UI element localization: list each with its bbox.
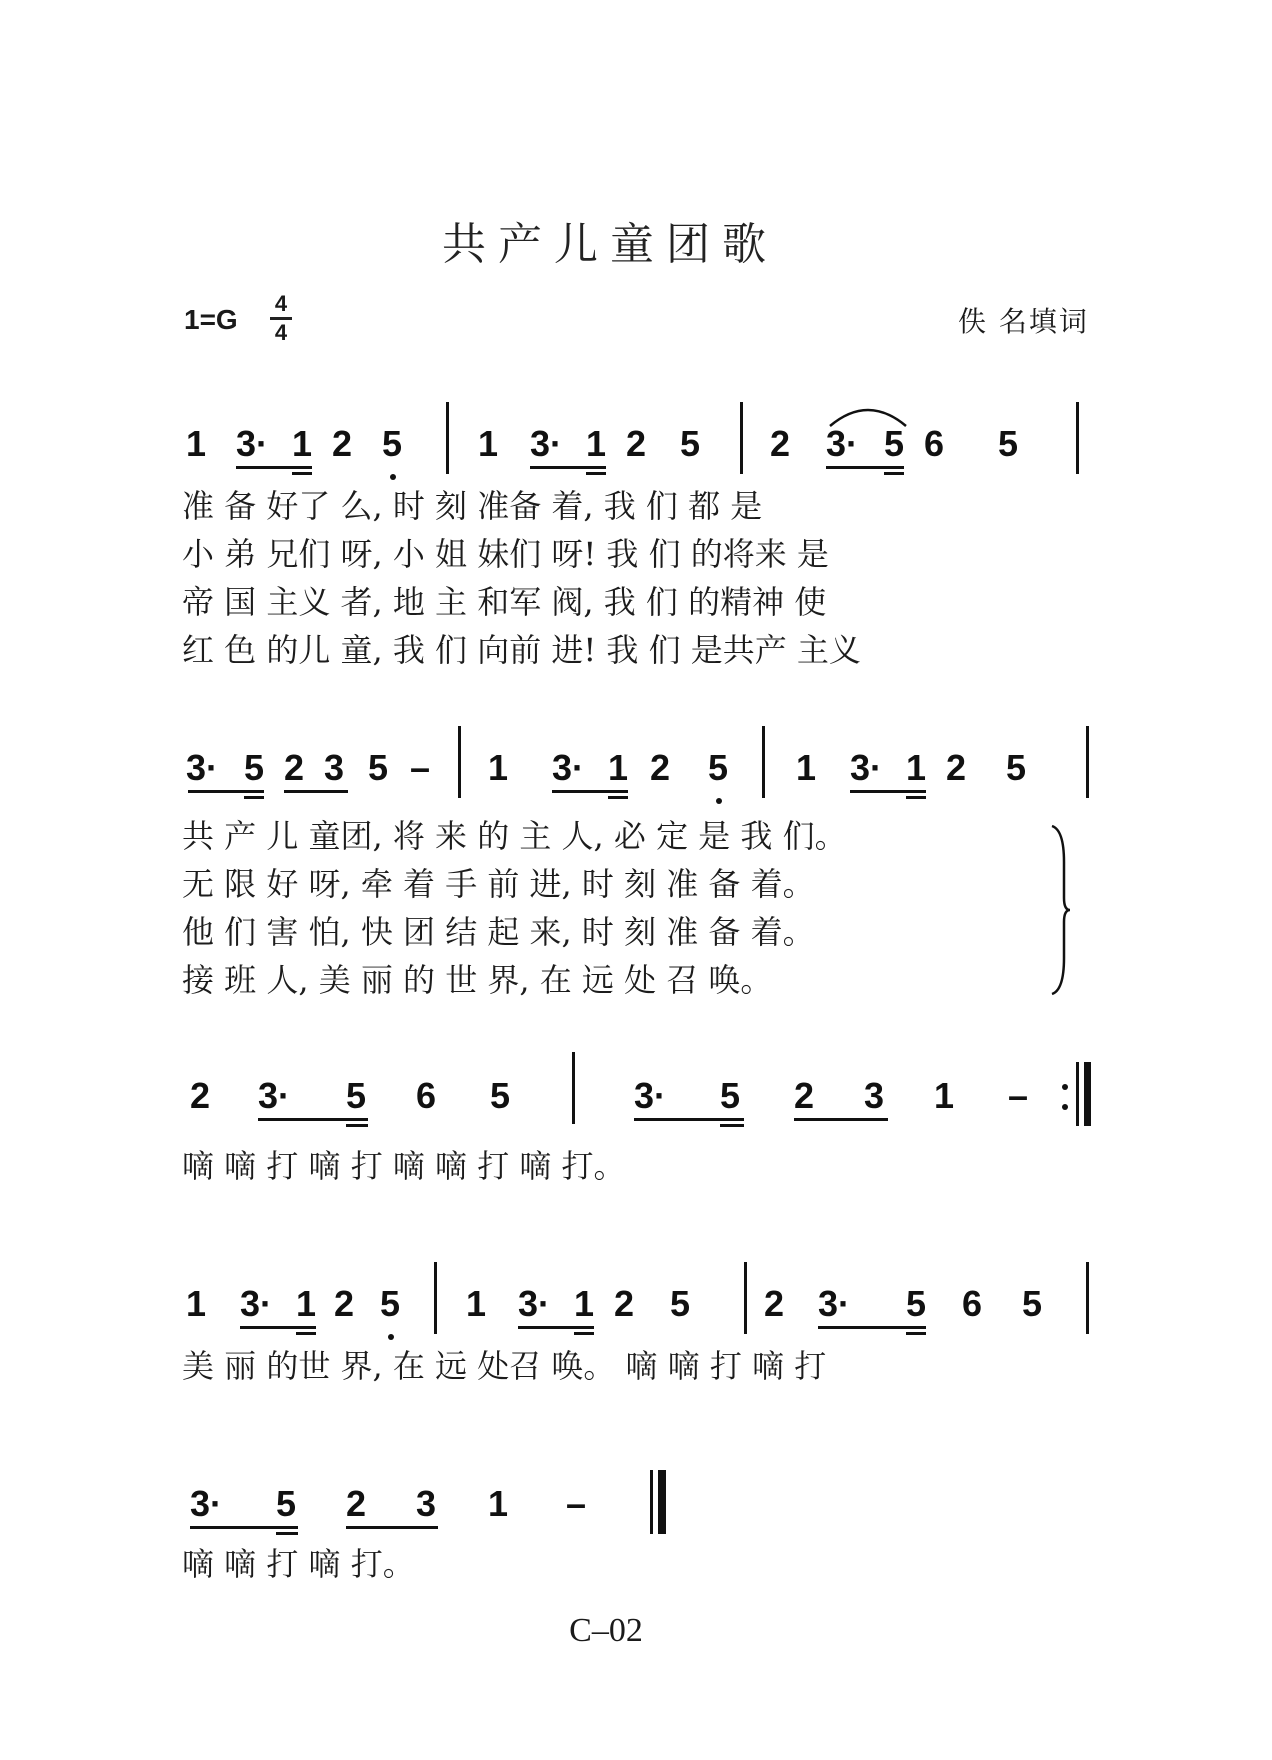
- note: 6: [416, 1075, 437, 1116]
- underline: [518, 1326, 594, 1329]
- final-barline-thin: [650, 1470, 653, 1534]
- barline: [1076, 402, 1079, 474]
- note: 1: [186, 1283, 207, 1324]
- key-signature: 1=G: [184, 304, 238, 335]
- note: 3·: [818, 1283, 851, 1324]
- final-barline-thick: [658, 1470, 666, 1534]
- note: 3: [416, 1483, 437, 1524]
- barline: [572, 1052, 575, 1124]
- note: 1: [478, 423, 499, 464]
- note: 1: [586, 423, 607, 464]
- underline: [240, 1326, 316, 1329]
- underline: [720, 1124, 744, 1127]
- note: 3·: [258, 1075, 291, 1116]
- barline: [762, 726, 765, 798]
- underline: [276, 1532, 298, 1535]
- lyric-line: 帝 国 主义 者, 地 主 和军 阀, 我 们 的精神 使: [182, 583, 827, 621]
- underline: [188, 790, 264, 793]
- lyric-line: 无 限 好 呀, 牵 着 手 前 进, 时 刻 准 备 着。: [182, 865, 815, 903]
- dash: –: [410, 747, 431, 788]
- note: 1: [186, 423, 207, 464]
- note: 2: [332, 423, 353, 464]
- barline: [744, 1262, 747, 1334]
- underline: [826, 466, 904, 469]
- note: 3·: [190, 1483, 223, 1524]
- note: 2: [770, 423, 791, 464]
- underline: [284, 790, 348, 793]
- underline: [906, 796, 926, 799]
- barline: [740, 402, 743, 474]
- note: 5: [276, 1483, 297, 1524]
- lyric-line: 共 产 儿 童团, 将 来 的 主 人, 必 定 是 我 们。: [182, 817, 847, 855]
- note: 1: [292, 423, 313, 464]
- note: 5: [906, 1283, 927, 1324]
- note: 2: [626, 423, 647, 464]
- underline: [530, 466, 606, 469]
- note: 2: [284, 747, 305, 788]
- lyricist-credit: 佚 名填词: [958, 305, 1089, 338]
- note: 2: [614, 1283, 635, 1324]
- note: 5: [490, 1075, 511, 1116]
- lyric-line: 准 备 好了 么, 时 刻 准备 着, 我 们 都 是: [182, 487, 763, 525]
- underline: [258, 1118, 368, 1121]
- tie-arc: [826, 402, 910, 430]
- note: 1: [608, 747, 629, 788]
- note: 3·: [530, 423, 563, 464]
- note: 6: [962, 1283, 983, 1324]
- underline: [346, 1526, 438, 1529]
- note: 2: [334, 1283, 355, 1324]
- time-signature-bottom: 4: [274, 320, 288, 345]
- note: 3·: [552, 747, 585, 788]
- note: 2: [794, 1075, 815, 1116]
- page-code: C–02: [569, 1612, 643, 1649]
- note: 3: [864, 1075, 885, 1116]
- note: 3·: [240, 1283, 273, 1324]
- repeat-dot: [1062, 1104, 1068, 1110]
- repeat-barline-thin: [1076, 1062, 1079, 1126]
- underline: [794, 1118, 888, 1121]
- underline: [634, 1118, 744, 1121]
- lyric-line: 红 色 的儿 童, 我 们 向前 进! 我 们 是共产 主义: [182, 631, 861, 669]
- note: 1: [466, 1283, 487, 1324]
- note: 3·: [518, 1283, 551, 1324]
- lyric-line: 小 弟 兄们 呀, 小 姐 妹们 呀! 我 们 的将来 是: [182, 535, 829, 573]
- underline: [608, 796, 628, 799]
- octave-dot: [388, 1334, 394, 1340]
- note: 5: [380, 1283, 401, 1324]
- note: 5: [720, 1075, 741, 1116]
- lyric-line: 接 班 人, 美 丽 的 世 界, 在 远 处 召 唤。: [182, 961, 773, 999]
- note: 5: [382, 423, 403, 464]
- note: 6: [924, 423, 945, 464]
- underline: [906, 1332, 926, 1335]
- note: 3: [324, 747, 345, 788]
- repeat-dot: [1062, 1084, 1068, 1090]
- underline: [818, 1326, 926, 1329]
- note: 5: [1006, 747, 1027, 788]
- octave-dot: [716, 798, 722, 804]
- note: 1: [796, 747, 817, 788]
- note: 3·: [634, 1075, 667, 1116]
- underline: [574, 1332, 594, 1335]
- barline: [434, 1262, 437, 1334]
- dash: –: [566, 1483, 587, 1524]
- lyric-line: 他 们 害 怕, 快 团 结 起 来, 时 刻 准 备 着。: [182, 913, 815, 951]
- lyric-line: 美 丽 的世 界, 在 远 处召 唤。 嘀 嘀 打 嘀 打: [182, 1347, 827, 1385]
- underline: [296, 1332, 316, 1335]
- note: 1: [574, 1283, 595, 1324]
- note: 3·: [236, 423, 269, 464]
- note: 5: [670, 1283, 691, 1324]
- note: 5: [680, 423, 701, 464]
- underline: [586, 472, 606, 475]
- note: 3·: [850, 747, 883, 788]
- note: 2: [190, 1075, 211, 1116]
- song-title: 共产儿童团歌: [442, 219, 778, 270]
- barline: [458, 726, 461, 798]
- note: 2: [346, 1483, 367, 1524]
- underline: [552, 790, 628, 793]
- note: 5: [708, 747, 729, 788]
- note: 5: [884, 423, 905, 464]
- underline: [850, 790, 926, 793]
- note: 1: [488, 1483, 509, 1524]
- note: 1: [488, 747, 509, 788]
- barline: [1086, 1262, 1089, 1334]
- note: 5: [1022, 1283, 1043, 1324]
- lyric-line: 嘀 嘀 打 嘀 打 嘀 嘀 打 嘀 打。: [182, 1147, 626, 1185]
- underline: [884, 472, 904, 475]
- note: 1: [906, 747, 927, 788]
- note: 5: [244, 747, 265, 788]
- brace: [1048, 822, 1072, 998]
- note: 3·: [186, 747, 219, 788]
- barline: [446, 402, 449, 474]
- note: 3·: [826, 423, 859, 464]
- note: 1: [934, 1075, 955, 1116]
- octave-dot: [390, 474, 396, 480]
- note: 2: [764, 1283, 785, 1324]
- dash: –: [1008, 1075, 1029, 1116]
- barline: [1086, 726, 1089, 798]
- lyric-line: 嘀 嘀 打 嘀 打。: [182, 1545, 415, 1583]
- time-signature: [268, 292, 294, 345]
- underline: [346, 1124, 368, 1127]
- time-signature-top: 4: [274, 291, 288, 316]
- note: 2: [946, 747, 967, 788]
- underline: [244, 796, 264, 799]
- repeat-barline-thick: [1084, 1062, 1091, 1126]
- underline: [292, 472, 312, 475]
- note: 2: [650, 747, 671, 788]
- note: 1: [296, 1283, 317, 1324]
- note: 5: [368, 747, 389, 788]
- note: 5: [998, 423, 1019, 464]
- underline: [236, 466, 312, 469]
- note: 5: [346, 1075, 367, 1116]
- underline: [190, 1526, 298, 1529]
